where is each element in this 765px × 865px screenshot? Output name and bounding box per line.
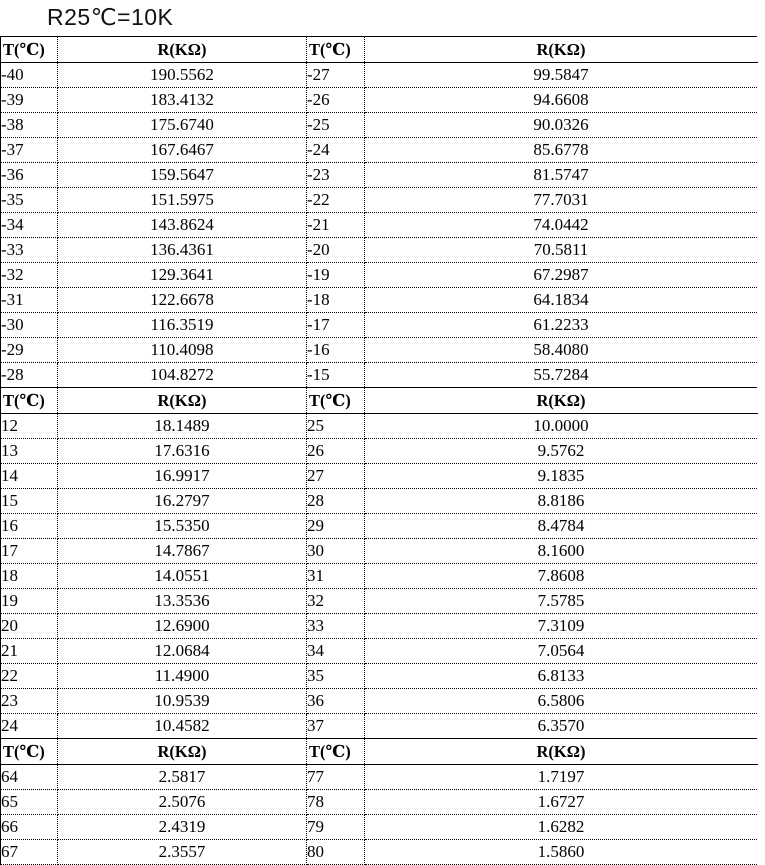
- cell-temperature-left: -38: [1, 113, 58, 138]
- cell-resistance-left: 167.6467: [58, 138, 307, 163]
- cell-resistance-left: 110.4098: [58, 338, 307, 363]
- cell-resistance-left: 14.7867: [58, 539, 307, 564]
- column-header-resistance-left: R(KΩ): [58, 37, 307, 63]
- cell-temperature-left: 18: [1, 564, 58, 589]
- table-row: [1, 815, 758, 840]
- cell-resistance-left: 15.5350: [58, 514, 307, 539]
- cell-resistance-right: 8.8186: [365, 489, 758, 514]
- cell-temperature-right: -20: [307, 238, 365, 263]
- cell-temperature-right: 33: [307, 614, 365, 639]
- cell-resistance-right: 94.6608: [365, 88, 758, 113]
- cell-resistance-left: 18.1489: [58, 414, 307, 439]
- table-row: [1, 790, 758, 815]
- cell-temperature-right: 36: [307, 689, 365, 714]
- cell-temperature-right: 26: [307, 439, 365, 464]
- cell-temperature-right: -17: [307, 313, 365, 338]
- cell-temperature-left: 22: [1, 664, 58, 689]
- cell-resistance-right: 7.8608: [365, 564, 758, 589]
- cell-temperature-right: 32: [307, 589, 365, 614]
- table-row: [1, 288, 758, 313]
- cell-temperature-left: 16: [1, 514, 58, 539]
- table-row: [1, 639, 758, 664]
- table-row: [1, 539, 758, 564]
- column-header-resistance-left: R(KΩ): [58, 388, 307, 414]
- cell-temperature-left: -32: [1, 263, 58, 288]
- cell-temperature-left: -34: [1, 213, 58, 238]
- table-row: [1, 238, 758, 263]
- cell-resistance-left: 14.0551: [58, 564, 307, 589]
- table-row: [1, 88, 758, 113]
- table-row: [1, 664, 758, 689]
- cell-temperature-left: 14: [1, 464, 58, 489]
- cell-resistance-left: 2.3557: [58, 840, 307, 865]
- cell-temperature-right: 30: [307, 539, 365, 564]
- cell-temperature-left: -30: [1, 313, 58, 338]
- cell-resistance-left: 151.5975: [58, 188, 307, 213]
- cell-temperature-left: 67: [1, 840, 58, 865]
- table-header-row: [1, 37, 758, 63]
- cell-resistance-left: 2.5817: [58, 765, 307, 790]
- cell-temperature-left: 15: [1, 489, 58, 514]
- table-row: [1, 564, 758, 589]
- cell-resistance-right: 81.5747: [365, 163, 758, 188]
- cell-temperature-left: 12: [1, 414, 58, 439]
- cell-temperature-left: 66: [1, 815, 58, 840]
- cell-temperature-left: 17: [1, 539, 58, 564]
- cell-temperature-left: -40: [1, 63, 58, 88]
- column-header-temperature-left: T(℃): [1, 739, 58, 765]
- cell-temperature-left: 65: [1, 790, 58, 815]
- cell-resistance-right: 6.5806: [365, 689, 758, 714]
- cell-resistance-right: 64.1834: [365, 288, 758, 313]
- cell-resistance-right: 1.6282: [365, 815, 758, 840]
- table-row: [1, 188, 758, 213]
- cell-resistance-left: 190.5562: [58, 63, 307, 88]
- cell-resistance-right: 99.5847: [365, 63, 758, 88]
- cell-temperature-right: -16: [307, 338, 365, 363]
- cell-resistance-right: 6.8133: [365, 664, 758, 689]
- cell-temperature-left: -31: [1, 288, 58, 313]
- cell-temperature-left: 23: [1, 689, 58, 714]
- cell-resistance-right: 61.2233: [365, 313, 758, 338]
- cell-temperature-right: 77: [307, 765, 365, 790]
- cell-resistance-left: 12.6900: [58, 614, 307, 639]
- cell-temperature-right: 35: [307, 664, 365, 689]
- cell-temperature-right: -15: [307, 363, 365, 388]
- cell-resistance-left: 136.4361: [58, 238, 307, 263]
- cell-temperature-left: 19: [1, 589, 58, 614]
- cell-resistance-left: 183.4132: [58, 88, 307, 113]
- table-row: [1, 313, 758, 338]
- cell-resistance-right: 55.7284: [365, 363, 758, 388]
- table-row: [1, 414, 758, 439]
- cell-resistance-left: 116.3519: [58, 313, 307, 338]
- cell-resistance-right: 1.5860: [365, 840, 758, 865]
- cell-resistance-left: 122.6678: [58, 288, 307, 313]
- cell-resistance-right: 85.6778: [365, 138, 758, 163]
- cell-temperature-right: 78: [307, 790, 365, 815]
- cell-resistance-right: 67.2987: [365, 263, 758, 288]
- cell-temperature-left: -28: [1, 363, 58, 388]
- cell-temperature-left: -35: [1, 188, 58, 213]
- cell-temperature-left: -39: [1, 88, 58, 113]
- cell-resistance-right: 8.4784: [365, 514, 758, 539]
- cell-temperature-right: -26: [307, 88, 365, 113]
- cell-temperature-left: 64: [1, 765, 58, 790]
- cell-temperature-right: -24: [307, 138, 365, 163]
- table-row: [1, 213, 758, 238]
- cell-temperature-right: 80: [307, 840, 365, 865]
- table-row: [1, 113, 758, 138]
- cell-resistance-left: 2.4319: [58, 815, 307, 840]
- cell-temperature-right: -25: [307, 113, 365, 138]
- cell-temperature-left: 21: [1, 639, 58, 664]
- cell-resistance-right: 8.1600: [365, 539, 758, 564]
- column-header-temperature-right: T(℃): [307, 37, 365, 63]
- resistance-temperature-table: [0, 36, 758, 865]
- cell-resistance-right: 7.3109: [365, 614, 758, 639]
- cell-resistance-right: 70.5811: [365, 238, 758, 263]
- cell-temperature-right: -23: [307, 163, 365, 188]
- cell-temperature-left: -29: [1, 338, 58, 363]
- table-row: [1, 63, 758, 88]
- column-header-temperature-right: T(℃): [307, 388, 365, 414]
- column-header-temperature-right: T(℃): [307, 739, 365, 765]
- cell-resistance-right: 77.7031: [365, 188, 758, 213]
- cell-temperature-left: -37: [1, 138, 58, 163]
- table-row: [1, 589, 758, 614]
- cell-resistance-left: 2.5076: [58, 790, 307, 815]
- cell-resistance-right: 7.5785: [365, 589, 758, 614]
- cell-resistance-left: 12.0684: [58, 639, 307, 664]
- cell-temperature-right: 37: [307, 714, 365, 739]
- cell-temperature-left: 20: [1, 614, 58, 639]
- page-title: R25℃=10K: [47, 4, 174, 30]
- cell-resistance-left: 159.5647: [58, 163, 307, 188]
- cell-temperature-left: -33: [1, 238, 58, 263]
- cell-resistance-left: 11.4900: [58, 664, 307, 689]
- table-row: [1, 163, 758, 188]
- cell-temperature-right: 29: [307, 514, 365, 539]
- cell-resistance-right: 1.7197: [365, 765, 758, 790]
- cell-resistance-right: 9.5762: [365, 439, 758, 464]
- cell-resistance-left: 17.6316: [58, 439, 307, 464]
- table-row: [1, 765, 758, 790]
- cell-temperature-right: 25: [307, 414, 365, 439]
- table-row: [1, 363, 758, 388]
- column-header-temperature-left: T(℃): [1, 388, 58, 414]
- cell-resistance-left: 129.3641: [58, 263, 307, 288]
- table-row: [1, 263, 758, 288]
- cell-temperature-right: 27: [307, 464, 365, 489]
- cell-resistance-right: 1.6727: [365, 790, 758, 815]
- cell-temperature-left: 24: [1, 714, 58, 739]
- cell-temperature-right: -21: [307, 213, 365, 238]
- table-row: [1, 464, 758, 489]
- cell-resistance-right: 6.3570: [365, 714, 758, 739]
- cell-resistance-left: 143.8624: [58, 213, 307, 238]
- cell-resistance-left: 16.2797: [58, 489, 307, 514]
- column-header-resistance-left: R(KΩ): [58, 739, 307, 765]
- column-header-resistance-right: R(KΩ): [365, 739, 758, 765]
- cell-temperature-right: -22: [307, 188, 365, 213]
- cell-temperature-right: 79: [307, 815, 365, 840]
- cell-resistance-left: 16.9917: [58, 464, 307, 489]
- table-row: [1, 614, 758, 639]
- cell-temperature-right: -27: [307, 63, 365, 88]
- table-row: [1, 714, 758, 739]
- cell-resistance-left: 10.4582: [58, 714, 307, 739]
- cell-resistance-right: 90.0326: [365, 113, 758, 138]
- column-header-resistance-right: R(KΩ): [365, 37, 758, 63]
- column-header-resistance-right: R(KΩ): [365, 388, 758, 414]
- cell-resistance-right: 10.0000: [365, 414, 758, 439]
- table-header-row: [1, 739, 758, 765]
- column-header-temperature-left: T(℃): [1, 37, 58, 63]
- cell-temperature-right: 28: [307, 489, 365, 514]
- cell-resistance-left: 10.9539: [58, 689, 307, 714]
- cell-resistance-right: 9.1835: [365, 464, 758, 489]
- cell-resistance-left: 175.6740: [58, 113, 307, 138]
- cell-resistance-right: 74.0442: [365, 213, 758, 238]
- cell-resistance-left: 13.3536: [58, 589, 307, 614]
- cell-resistance-left: 104.8272: [58, 363, 307, 388]
- cell-temperature-right: 31: [307, 564, 365, 589]
- table-row: [1, 439, 758, 464]
- table-row: [1, 338, 758, 363]
- table-row: [1, 514, 758, 539]
- cell-temperature-right: -19: [307, 263, 365, 288]
- cell-resistance-right: 7.0564: [365, 639, 758, 664]
- table-row: [1, 138, 758, 163]
- cell-temperature-right: 34: [307, 639, 365, 664]
- cell-temperature-left: 13: [1, 439, 58, 464]
- cell-temperature-right: -18: [307, 288, 365, 313]
- table-header-row: [1, 388, 758, 414]
- cell-temperature-left: -36: [1, 163, 58, 188]
- table-row: [1, 489, 758, 514]
- table-row: [1, 689, 758, 714]
- cell-resistance-right: 58.4080: [365, 338, 758, 363]
